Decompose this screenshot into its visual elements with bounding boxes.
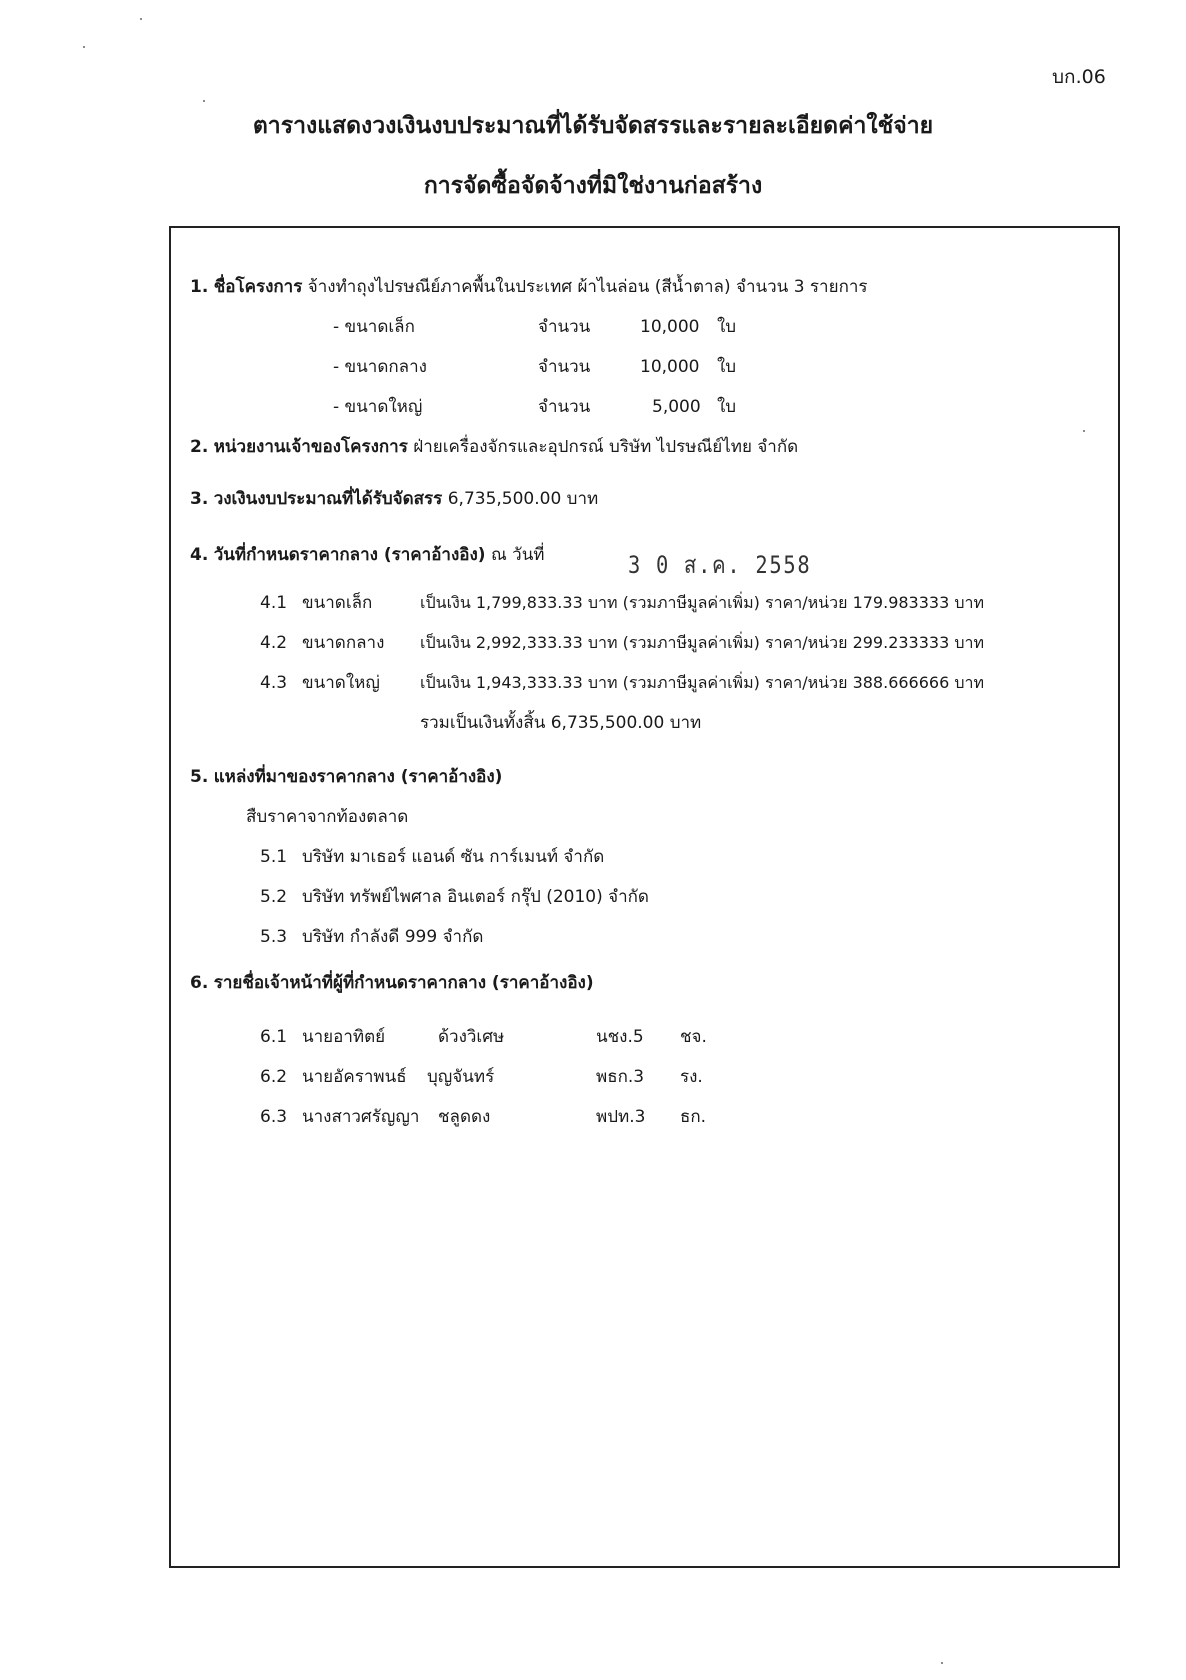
price-num: 4.1 [260,593,288,613]
item-qty: 5,000 [652,397,701,417]
officer-num: 6.2 [260,1067,288,1087]
scan-speck [203,100,205,102]
section-2-label: หน่วยงานเจ้าของโครงการ [213,437,408,457]
officer-position: พธก.3 [596,1067,645,1087]
item-row [333,355,427,379]
price-num: 4.3 [260,673,288,693]
officer-num: 6.1 [260,1027,288,1047]
item-name: - ขนาดใหญ่ [333,397,423,417]
source-num: 5.2 [260,887,288,907]
source-num: 5.1 [260,847,288,867]
form-code: บก.06 [1052,66,1106,88]
officer-last-name: ชลูดดง [438,1107,491,1127]
section-1-line [190,275,868,299]
item-qty: 10,000 [640,317,700,337]
item-row [333,395,422,419]
date-stamp: 3 0 ส.ค. 2558 [628,551,812,579]
officer-num: 6.3 [260,1107,288,1127]
section-3-label: วงเงินงบประมาณที่ได้รับจัดสรร [213,489,443,509]
document-title: ตารางแสดงวงเงินงบประมาณที่ได้รับจัดสรรและรายละเอียดค่าใช้จ่าย [252,113,934,139]
section-3-number: 3. [190,489,209,509]
officer-last-name: ด้วงวิเศษ [438,1027,505,1047]
section-2-text: ฝ่ายเครื่องจักรและอุปกรณ์ บริษัท ไปรษณีย์ไทย จำกัด [413,437,799,457]
item-name: - ขนาดกลาง [333,357,427,377]
section-4-number: 4. [190,545,209,565]
section-5-number: 5. [190,767,209,787]
item-unit: ใบ [717,357,737,377]
item-qty-label: จำนวน [538,397,591,417]
officer-dept: ชจ. [680,1027,707,1047]
officer-last-name: บุญจันทร์ [427,1067,495,1087]
price-num: 4.2 [260,633,288,653]
section-3-line [190,487,598,511]
scan-speck [83,46,85,48]
officer-first-name: นายอัคราพนธ์ [302,1067,407,1087]
price-detail: เป็นเงิน 1,943,333.33 บาท (รวมภาษีมูลค่าเพิ่ม) ราคา/หน่วย 388.666666 บาท [420,673,985,692]
item-name: - ขนาดเล็ก [333,317,415,337]
officer-position: พปท.3 [596,1107,646,1127]
item-qty-label: จำนวน [538,317,591,337]
source-company: บริษัท มาเธอร์ แอนด์ ซัน การ์เมนท์ จำกัด [302,847,605,867]
price-source: สืบราคาจากท้องตลาด [246,807,409,827]
price-total: รวมเป็นเงินทั้งสิ้น 6,735,500.00 บาท [420,713,702,733]
section-2-number: 2. [190,437,209,457]
item-qty-label: จำนวน [538,357,591,377]
item-qty: 10,000 [640,357,700,377]
section-5-line [190,765,502,789]
section-5-label: แหล่งที่มาของราคากลาง (ราคาอ้างอิง) [213,767,503,787]
item-unit: ใบ [717,317,737,337]
section-3-text: 6,735,500.00 บาท [447,489,599,509]
item-row [333,315,415,339]
scan-speck [941,1662,943,1664]
officer-dept: รง. [680,1067,703,1087]
section-4-line [190,543,545,567]
price-detail: เป็นเงิน 1,799,833.33 บาท (รวมภาษีมูลค่าเพิ่ม) ราคา/หน่วย 179.983333 บาท [420,593,985,612]
section-4-label: วันที่กำหนดราคากลาง (ราคาอ้างอิง) [213,545,486,565]
section-6-label: รายชื่อเจ้าหน้าที่ผู้ที่กำหนดราคากลาง (ราคาอ้างอิง) [213,973,594,993]
section-6-line [190,971,594,995]
price-name: ขนาดเล็ก [302,593,373,613]
scan-speck [140,18,142,20]
source-company: บริษัท ทรัพย์ไพศาล อินเตอร์ กรุ๊ป (2010) จำกัด [302,887,649,907]
document-subtitle: การจัดซื้อจัดจ้างที่มิใช่งานก่อสร้าง [423,173,763,199]
price-name: ขนาดกลาง [302,633,385,653]
source-company: บริษัท กำลังดี 999 จำกัด [302,927,484,947]
section-1-number: 1. [190,277,209,297]
section-2-line [190,435,798,459]
section-4-text: ณ วันที่ [490,545,545,565]
section-6-number: 6. [190,973,209,993]
officer-first-name: นายอาทิตย์ [302,1027,386,1047]
section-1-text: จ้างทำถุงไปรษณีย์ภาคพื้นในประเทศ ผ้าไนล่อน (สีน้ำตาล) จำนวน 3 รายการ [307,277,868,297]
section-1-label: ชื่อโครงการ [213,277,303,297]
price-detail: เป็นเงิน 2,992,333.33 บาท (รวมภาษีมูลค่าเพิ่ม) ราคา/หน่วย 299.233333 บาท [420,633,985,652]
source-num: 5.3 [260,927,288,947]
price-name: ขนาดใหญ่ [302,673,380,693]
officer-first-name: นางสาวศรัญญา [302,1107,420,1127]
officer-dept: ธก. [680,1107,707,1127]
officer-position: นชง.5 [596,1027,644,1047]
item-unit: ใบ [717,397,737,417]
